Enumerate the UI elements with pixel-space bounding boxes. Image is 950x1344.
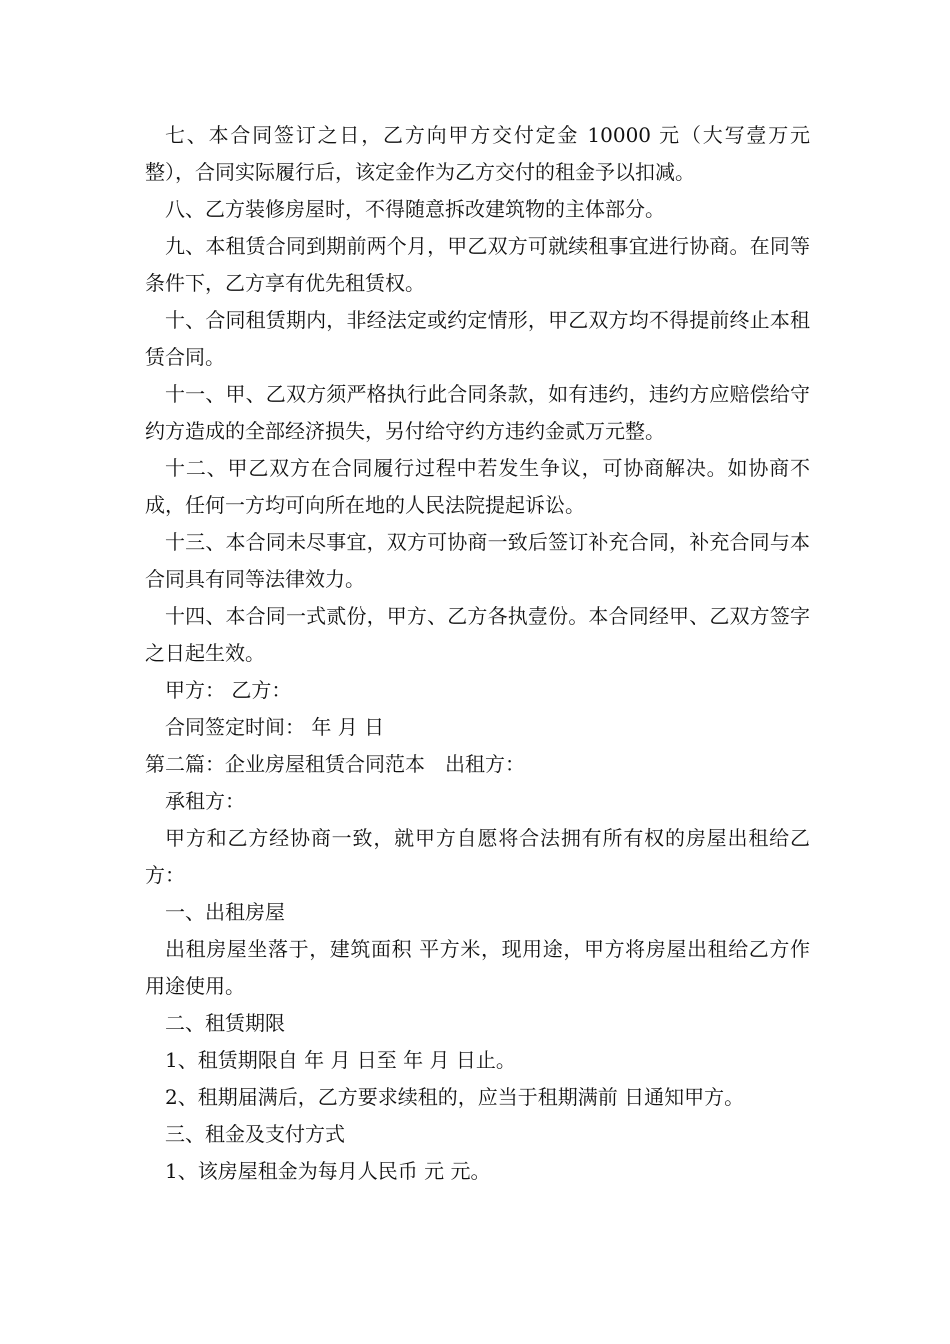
paragraph-clause-7: 七、本合同签订之日，乙方向甲方交付定金 10000 元（大写壹万元整），合同实际履行后，该定金作为乙方交付的租金予以扣减。 bbox=[145, 123, 810, 184]
paragraph-clause-11: 十一、甲、乙双方须严格执行此合同条款，如有违约，违约方应赔偿给守约方造成的全部经济损失，另付给守约方违约金贰万元整。 bbox=[145, 382, 810, 443]
heading-rent-payment: 三、租金及支付方式 bbox=[165, 1122, 345, 1146]
heading-rental-property: 一、出租房屋 bbox=[165, 900, 285, 924]
paragraph-clause-13: 十三、本合同未尽事宜，双方可协商一致后签订补充合同，补充合同与本合同具有同等法律效力。 bbox=[145, 530, 810, 591]
signing-date: 合同签定时间： 年 月 日 bbox=[165, 715, 385, 739]
document-body bbox=[145, 117, 810, 1190]
paragraph-lease-term-1: 1、租赁期限自 年 月 日至 年 月 日止。 bbox=[165, 1048, 516, 1072]
lessee-label: 承租方： bbox=[165, 789, 245, 813]
signature-parties: 甲方： 乙方： bbox=[165, 678, 292, 702]
paragraph-clause-8: 八、乙方装修房屋时，不得随意拆改建筑物的主体部分。 bbox=[165, 197, 665, 221]
paragraph-lease-term-2: 2、租期届满后，乙方要求续租的，应当于租期满前 日通知甲方。 bbox=[165, 1085, 745, 1109]
paragraph-rent-amount: 1、该房屋租金为每月人民币 元 元。 bbox=[165, 1159, 491, 1183]
section-heading-part-two: 第二篇：企业房屋租赁合同范本 出租方： bbox=[145, 752, 525, 776]
paragraph-agreement-intro: 甲方和乙方经协商一致，就甲方自愿将合法拥有所有权的房屋出租给乙方： bbox=[145, 826, 810, 887]
paragraph-property-location: 出租房屋坐落于，建筑面积 平方米，现用途，甲方将房屋出租给乙方作 用途使用。 bbox=[145, 937, 810, 998]
paragraph-clause-14: 十四、本合同一式贰份，甲方、乙方各执壹份。本合同经甲、乙双方签字之日起生效。 bbox=[145, 604, 810, 665]
paragraph-clause-9: 九、本租赁合同到期前两个月，甲乙双方可就续租事宜进行协商。在同等条件下，乙方享有优先租赁权。 bbox=[145, 234, 810, 295]
paragraph-clause-12: 十二、甲乙双方在合同履行过程中若发生争议，可协商解决。如协商不成，任何一方均可向所在地的人民法院提起诉讼。 bbox=[145, 456, 810, 517]
paragraph-clause-10: 十、合同租赁期内，非经法定或约定情形，甲乙双方均不得提前终止本租赁合同。 bbox=[145, 308, 810, 369]
heading-lease-term: 二、租赁期限 bbox=[165, 1011, 285, 1035]
